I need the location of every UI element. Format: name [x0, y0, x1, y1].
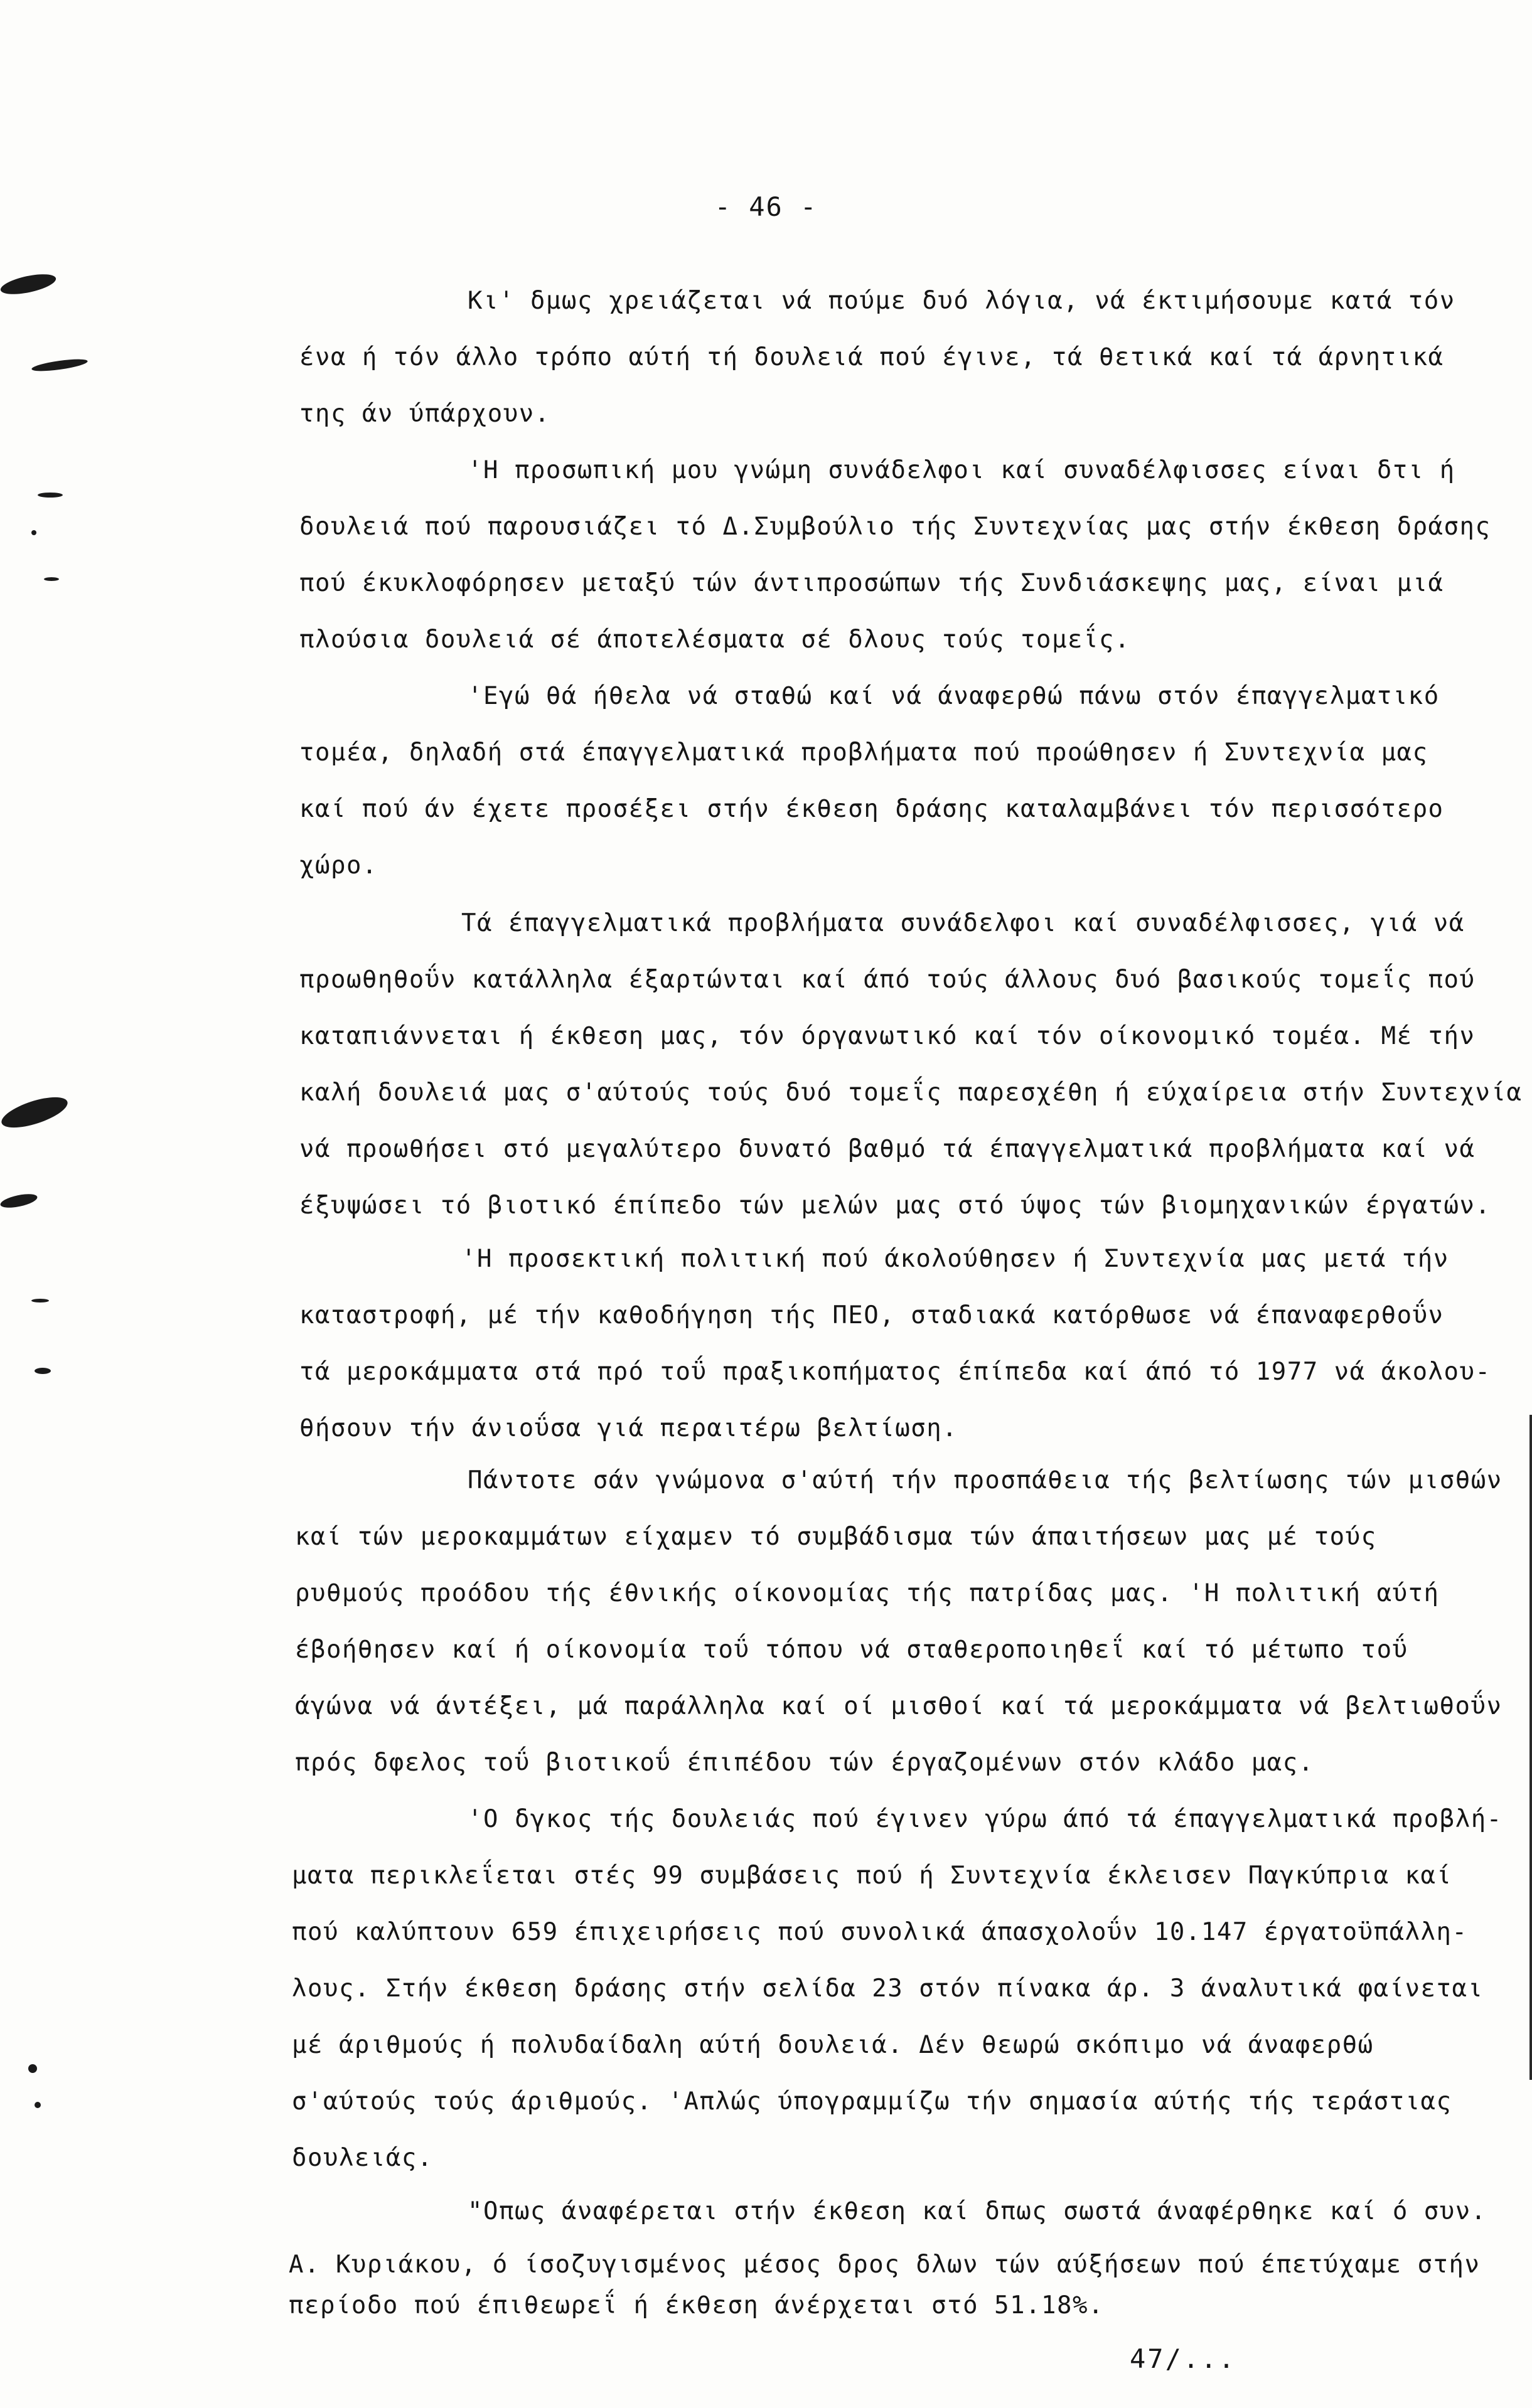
text-line: Α. Κυριάκου, ό ίσοζυγισμένος μέσος δρος δλων τών αύξήσεων πού έπετύχαμε στήν: [289, 2251, 1481, 2279]
text-line: νά προωθήσει στό μεγαλύτερο δυνατό βαθμό τά έπαγγελματικά προβλήματα καί νά: [299, 1135, 1476, 1163]
scan-speck: [35, 2102, 41, 2108]
text-line: χώρο.: [299, 851, 378, 880]
text-line: 'Εγώ θά ήθελα νά σταθώ καί νά άναφερθώ πάνω στόν έπαγγελματικό: [468, 682, 1440, 710]
text-line: καί τών μεροκαμμάτων είχαμεν τό συμβάδισμα τών άπαιτήσεων μας μέ τούς: [295, 1523, 1377, 1551]
text-line: καταστροφή, μέ τήν καθοδήγηση τής ΠΕΟ, σταδιακά κατόρθωσε νά έπαναφερθοΰν: [299, 1301, 1444, 1329]
text-line: Κι' δμως χρειάζεται νά πούμε δυό λόγια, νά έκτιμήσουμε κατά τόν: [468, 287, 1455, 315]
scan-speck: [44, 577, 59, 581]
text-line: της άν ύπάρχουν.: [299, 400, 550, 428]
scan-speck: [31, 1299, 49, 1303]
text-line: καταπιάννεται ή έκθεση μας, τόν όργανωτικό καί τόν οίκονομικό τομέα. Μέ τήν: [299, 1022, 1476, 1050]
text-line: προωθηθοΰν κατάλληλα έξαρτώνται καί άπό τούς άλλους δυό βασικούς τομεΐς πού: [299, 966, 1476, 994]
scan-speck: [38, 493, 63, 498]
text-line: τομέα, δηλαδή στά έπαγγελματικά προβλήματα πού προώθησεν ή Συντεχνία μας: [299, 738, 1428, 767]
text-line: θήσουν τήν άνιοΰσα γιά περαιτέρω βελτίωση.: [299, 1414, 958, 1442]
text-line: Τά έπαγγελματικά προβλήματα συνάδελφοι καί συναδέλφισσες, γιά νά: [461, 909, 1465, 937]
punch-hole-mark: [0, 1091, 71, 1134]
text-line: Πάντοτε σάν γνώμονα σ'αύτή τήν προσπάθεια τής βελτίωσης τών μισθών: [468, 1466, 1503, 1494]
text-line: "Οπως άναφέρεται στήν έκθεση καί δπως σωστά άναφέρθηκε καί ό συν.: [468, 2197, 1487, 2225]
text-line: τά μεροκάμματα στά πρό τοΰ πραξικοπήματος έπίπεδα καί άπό τό 1977 νά άκολου-: [299, 1358, 1491, 1386]
text-line: καί πού άν έχετε προσέξει στήν έκθεση δράσης καταλαμβάνει τόν περισσότερο: [299, 795, 1444, 823]
punch-hole-mark: [0, 270, 58, 298]
text-line: έβοήθησεν καί ή οίκονομία τοΰ τόπου νά σταθεροποιηθεΐ καί τό μέτωπο τοΰ: [295, 1636, 1408, 1664]
text-line: έξυψώσει τό βιοτικό έπίπεδο τών μελών μας στό ύψος τών βιομηχανικών έργατών.: [299, 1191, 1491, 1220]
text-line: ένα ή τόν άλλο τρόπο αύτή τή δουλειά πού έγινε, τά θετικά καί τά άρνητικά: [299, 343, 1444, 371]
text-line: πού καλύπτουν 659 έπιχειρήσεις πού συνολικά άπασχολοΰν 10.147 έργατοϋπάλλη-: [292, 1918, 1468, 1946]
text-line: 'Ο δγκος τής δουλειάς πού έγινεν γύρω άπό τά έπαγγελματικά προβλή-: [468, 1805, 1503, 1833]
text-line: πλούσια δουλειά σέ άποτελέσματα σέ δλους τούς τομεΐς.: [299, 626, 1130, 654]
page-edge-rule: [1529, 1415, 1532, 2080]
scan-speck: [28, 2064, 37, 2073]
text-line: 'Η προσεκτική πολιτική πού άκολούθησεν ή Συντεχνία μας μετά τήν: [461, 1245, 1449, 1273]
scan-speck: [35, 1368, 51, 1374]
text-line: λους. Στήν έκθεση δράσης στήν σελίδα 23 στόν πίνακα άρ. 3 άναλυτικά φαίνεται: [292, 1974, 1484, 2003]
text-line: ρυθμούς προόδου τής έθνικής οίκονομίας τής πατρίδας μας. 'Η πολιτική αύτή: [295, 1579, 1440, 1607]
page-number: - 46 -: [714, 191, 818, 222]
text-line: πρός δφελος τοΰ βιοτικοΰ έπιπέδου τών έργαζομένων στόν κλάδο μας.: [295, 1749, 1314, 1777]
punch-hole-mark: [31, 357, 88, 373]
text-line: σ'αύτούς τούς άριθμούς. 'Απλώς ύπογραμμίζω τήν σημασία αύτής τής τεράστιας: [292, 2087, 1452, 2116]
text-line: μέ άριθμούς ή πολυδαίδαλη αύτή δουλειά. Δέν θεωρώ σκόπιμο νά άναφερθώ: [292, 2031, 1374, 2059]
punch-hole-mark: [0, 1191, 38, 1210]
text-line: δουλειά πού παρουσιάζει τό Δ.Συμβούλιο τής Συντεχνίας μας στήν έκθεση δράσης: [299, 513, 1491, 541]
text-line: πού έκυκλοφόρησεν μεταξύ τών άντιπροσώπων τής Συνδιάσκεψης μας, είναι μιά: [299, 569, 1444, 597]
text-line: 'Η προσωπική μου γνώμη συνάδελφοι καί συναδέλφισσες είναι δτι ή: [468, 456, 1455, 484]
text-line: δουλειάς.: [292, 2144, 433, 2172]
text-line: ματα περικλεΐεται στές 99 συμβάσεις πού ή Συντεχνία έκλεισεν Παγκύπρια καί: [292, 1862, 1452, 1890]
continuation-marker: 47/...: [1130, 2343, 1236, 2374]
text-line: άγώνα νά άντέξει, μά παράλληλα καί οί μισθοί καί τά μεροκάμματα νά βελτιωθοΰν: [295, 1692, 1503, 1720]
scan-speck: [31, 530, 36, 535]
text-line: καλή δουλειά μας σ'αύτούς τούς δυό τομεΐς παρεσχέθη ή εύχαίρεια στήν Συντεχνία: [299, 1079, 1523, 1107]
text-line: περίοδο πού έπιθεωρεΐ ή έκθεση άνέρχεται στό 51.18%.: [289, 2291, 1104, 2320]
